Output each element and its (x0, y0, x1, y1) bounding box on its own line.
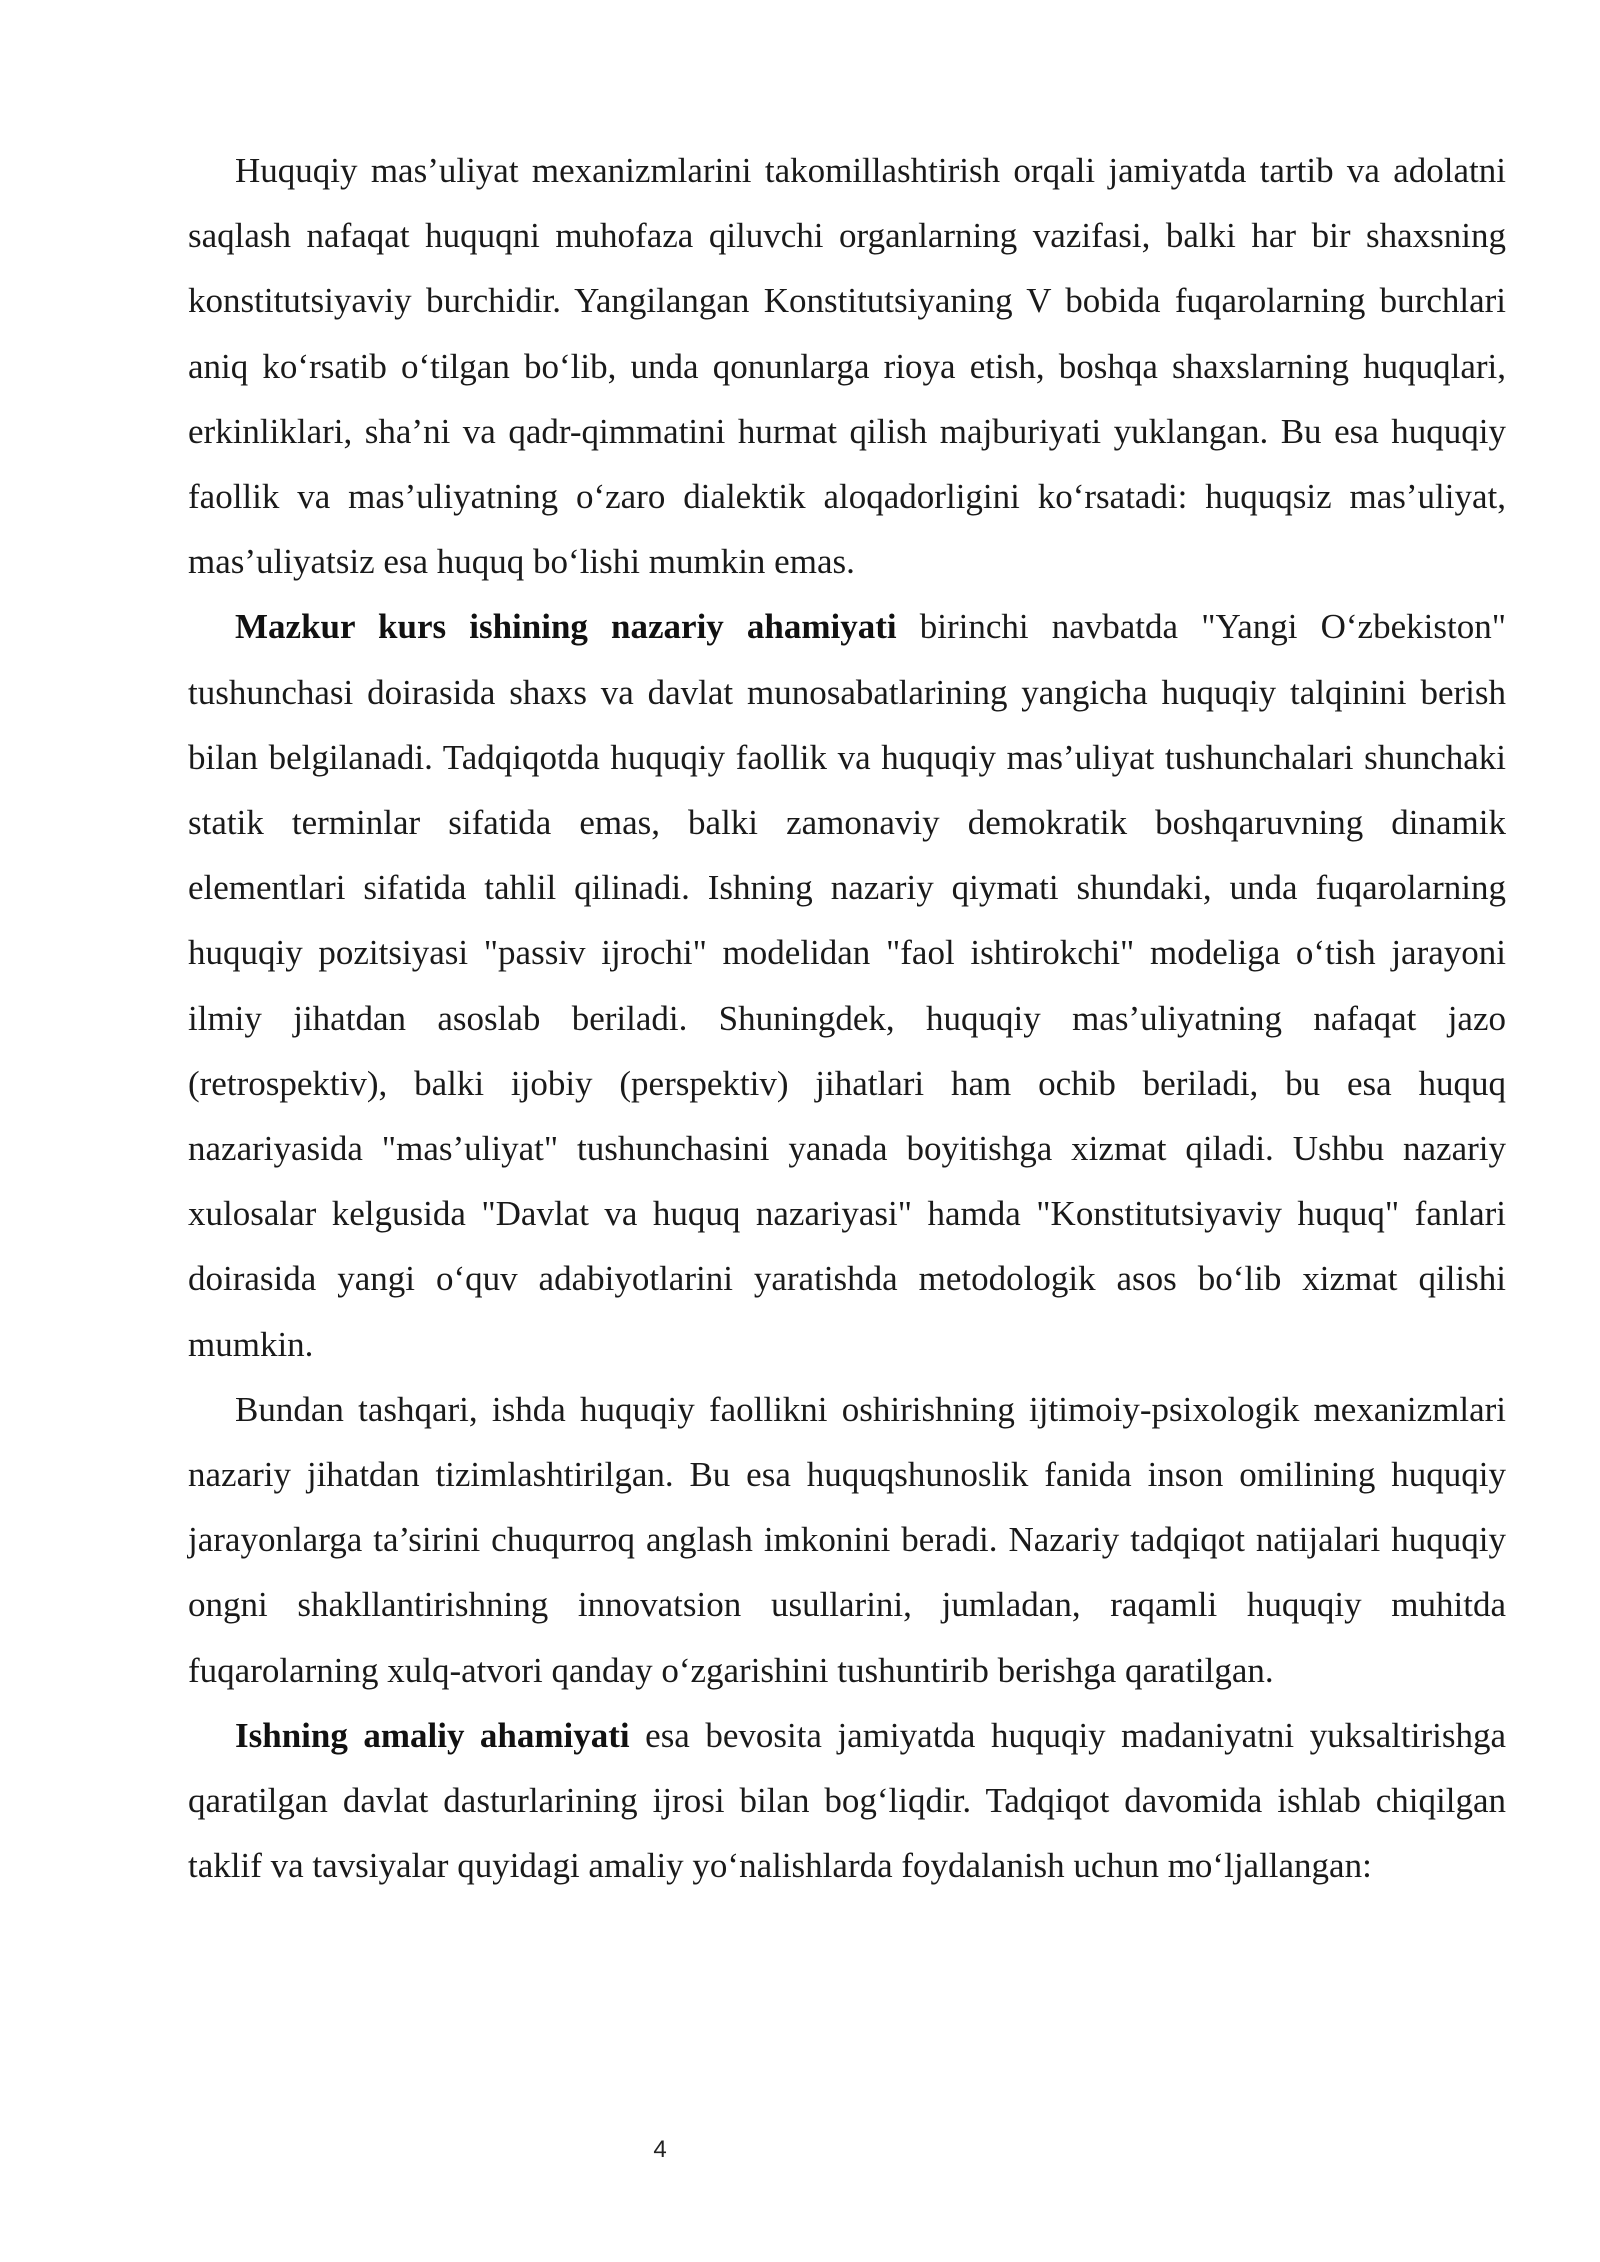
paragraph-2-text: birinchi navbatda "Yangi O‘zbekiston" tushunchasi doirasida shaxs va davlat munosabatlarining yangicha huquqiy talqinini berish bilan belgilanadi. Tadqiqotda huquqiy faollik va huquqiy mas’uliyat tushunchalari shunchaki statik terminlar sifatida emas, balki zamonaviy demokratik boshqaruvning dinamik elementlari sifatida tahlil qilinadi. Ishning nazariy qiymati shundaki, unda fuqarolarning huquqiy pozitsiyasi "passiv ijrochi" modelidan "faol ishtirokchi" modeliga o‘tish jarayoni ilmiy jihatdan asoslab beriladi. Shuningdek, huquqiy mas’uliyatning nafaqat jazo (retrospektiv), balki ijobiy (perspektiv) jihatlari ham ochib beriladi, bu esa huquq nazariyasida "mas’uliyat" tushunchasini yanada boyitishga xizmat qiladi. Ushbu nazariy xulosalar kelgusida "Davlat va huquq nazariyasi" hamda "Konstitutsiyaviy huquq" fanlari doirasida yangi o‘quv adabiyotlarini yaratishda metodologik asos bo‘lib xizmat qilishi mumkin. (188, 607, 1506, 1364)
paragraph-1-text: Huquqiy mas’uliyat mexanizmlarini takomillashtirish orqali jamiyatda tartib va adolatni saqlash nafaqat huquqni muhofaza qiluvchi organlarning vazifasi, balki har bir shaxsning konstitutsiyaviy burchidir. Yangilangan Konstitutsiyaning V bobida fuqarolarning burchlari aniq ko‘rsatib o‘tilgan bo‘lib, unda qonunlarga rioya etish, boshqa shaxslarning huquqlari, erkinliklari, sha’ni va qadr-qimmatini hurmat qilish majburiyati yuklangan. Bu esa huquqiy faollik va mas’uliyatning o‘zaro dialektik aloqadorligini ko‘rsatadi: huquqsiz mas’uliyat, mas’uliyatsiz esa huquq bo‘lishi mumkin emas. (188, 151, 1506, 582)
paragraph-2-bold-lead: Mazkur kurs ishining nazariy ahamiyati (235, 607, 897, 647)
body-text (188, 138, 1506, 1898)
paragraph-4-bold-lead: Ishning amaliy ahamiyati (235, 1715, 630, 1755)
paragraph-1 (188, 138, 1506, 594)
paragraph-4-text: esa bevosita jamiyatda huquqiy madaniyatni yuksaltirishga qaratilgan davlat dasturlarining ijrosi bilan bog‘liqdir. Tadqiqot davomida ishlab chiqilgan taklif va tavsiyalar quyidagi amaliy yo‘nalishlarda foydalanish uchun mo‘ljallangan: (188, 1715, 1506, 1886)
paragraph-3-text: Bundan tashqari, ishda huquqiy faollikni oshirishning ijtimoiy-psixologik mexanizmlari nazariy jihatdan tizimlashtirilgan. Bu esa huquqshunoslik fanida inson omilining huquqiy jarayonlarga ta’sirini chuqurroq anglash imkonini beradi. Nazariy tadqiqot natijalari huquqiy ongni shakllantirishning innovatsion usullarini, jumladan, raqamli huquqiy muhitda fuqarolarning xulq-atvori qanday o‘zgarishini tushuntirib berishga qaratilgan. (188, 1389, 1506, 1690)
paragraph-3 (188, 1377, 1506, 1703)
page-number: 4 (653, 2136, 667, 2163)
paragraph-4 (188, 1703, 1506, 1899)
paragraph-2 (188, 594, 1506, 1376)
